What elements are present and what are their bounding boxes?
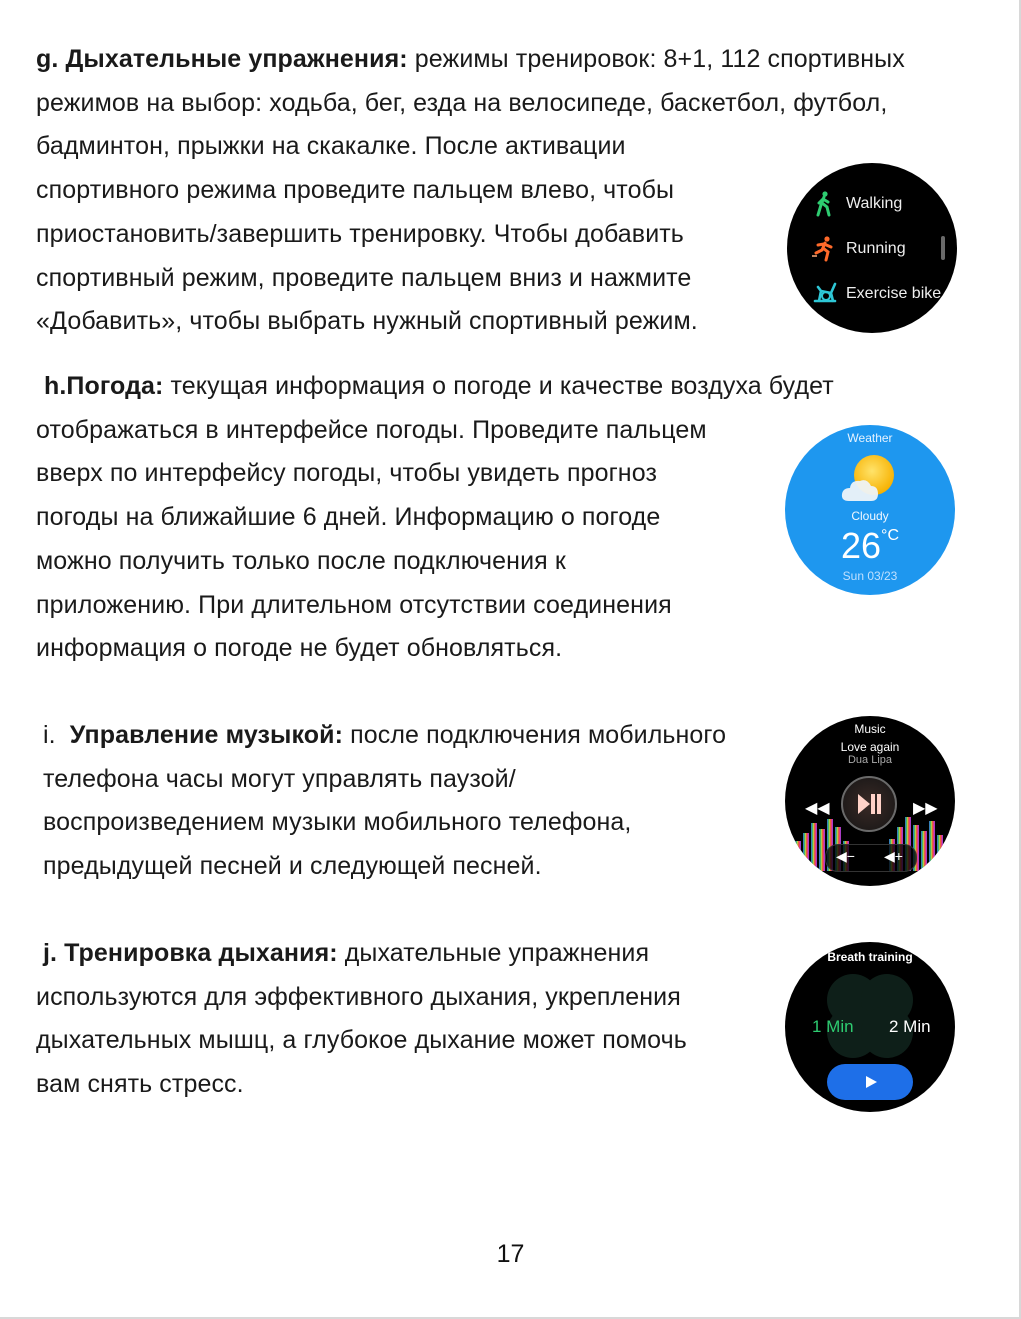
- text-line: приостановить/завершить тренировку. Чтобы добавить: [36, 219, 684, 248]
- weather-date: Sun 03/23: [842, 569, 898, 583]
- sun-cloud-icon: [841, 453, 901, 505]
- breath-petals-visual: [815, 966, 925, 1066]
- section-h-paragraph: [36, 365, 834, 671]
- walking-icon: [814, 191, 834, 217]
- temperature-value: 26: [841, 525, 882, 566]
- text-line: дыхательных мышц, а глубокое дыхание может помочь: [36, 1026, 687, 1055]
- text-line: можно получить только после подключения к: [36, 546, 566, 575]
- section-i-heading: Управление музыкой:: [69, 721, 344, 749]
- running-icon: [811, 236, 837, 262]
- duration-option-1-min[interactable]: 1 Min: [812, 1017, 854, 1036]
- sport-item-running[interactable]: Running: [846, 240, 906, 257]
- text-line: спортивный режим, проведите пальцем вниз и нажмите: [36, 263, 692, 292]
- play-pause-button[interactable]: [841, 776, 897, 832]
- volume-bar: [825, 844, 917, 872]
- text-line: бадминтон, прыжки на скакалке. После активации: [36, 132, 626, 161]
- text-line: вам снять стресс.: [36, 1070, 244, 1099]
- next-track-button[interactable]: ▶▶: [913, 800, 938, 817]
- text-line: используются для эффективного дыхания, укрепления: [36, 982, 681, 1011]
- text-line: предыдущей песней и следующей песней.: [43, 852, 542, 881]
- section-j-heading: j. Тренировка дыхания:: [43, 939, 338, 967]
- volume-up-button[interactable]: ◀+: [884, 848, 903, 864]
- section-g-heading: g. Дыхательные упражнения:: [36, 45, 408, 73]
- sport-item-exercise-bike[interactable]: Exercise bike: [846, 285, 942, 302]
- text-line: режимов на выбор: ходьба, бег, езда на велосипеде, баскетбол, футбол,: [36, 88, 888, 117]
- list-marker: i.: [43, 721, 70, 749]
- text-line: приложению. При длительном отсутствии соединения: [36, 590, 672, 619]
- volume-down-button[interactable]: ◀−: [836, 848, 855, 864]
- watch-weather-screen: [785, 425, 955, 595]
- text-line: вверх по интерфейсу погоды, чтобы увидеть прогноз: [36, 459, 658, 488]
- text-line: отображаться в интерфейсе погоды. Проведите пальцем: [36, 415, 707, 444]
- scroll-indicator[interactable]: [941, 236, 945, 260]
- text-line: режимы тренировок: 8+1, 112 спортивных: [407, 45, 905, 73]
- play-icon: [864, 1075, 878, 1089]
- breath-title: Breath training: [827, 950, 913, 964]
- exercise-bike-icon: [811, 281, 839, 305]
- previous-track-button[interactable]: ◀◀: [805, 800, 830, 817]
- text-line: телефона часы могут управлять паузой/: [43, 764, 516, 793]
- sport-item-walking[interactable]: Walking: [846, 195, 903, 212]
- text-line: погоды на ближайшие 6 дней. Информацию о погоде: [36, 503, 661, 532]
- weather-condition: Cloudy: [851, 509, 889, 523]
- watch-music-screen: [785, 716, 955, 886]
- watch-sports-screen: [787, 163, 957, 333]
- start-breath-button[interactable]: [827, 1064, 913, 1100]
- section-i-paragraph: [43, 714, 726, 889]
- text-line: после подключения мобильного: [343, 721, 727, 749]
- text-line: дыхательные упражнения: [337, 939, 650, 967]
- temperature-unit: °C: [881, 527, 899, 544]
- text-line: спортивного режима проведите пальцем влево, чтобы: [36, 176, 675, 205]
- text-line: воспроизведением музыки мобильного телефона,: [43, 808, 632, 837]
- section-g-paragraph: [36, 38, 905, 344]
- duration-option-2-min[interactable]: 2 Min: [889, 1017, 931, 1036]
- section-h-heading: h.Погода:: [44, 372, 164, 400]
- page-number: 17: [496, 1240, 525, 1268]
- music-title: Music: [854, 722, 886, 736]
- weather-title: Weather: [847, 431, 893, 445]
- text-line: текущая информация о погоде и качестве воздуха будет: [163, 372, 834, 400]
- music-song: Love again: [840, 740, 900, 754]
- play-pause-icon: [843, 778, 895, 830]
- text-line: «Добавить», чтобы выбрать нужный спортивный режим.: [36, 307, 698, 336]
- music-artist: Dua Lipa: [847, 754, 893, 766]
- section-j-paragraph: [36, 932, 687, 1107]
- text-line: информация о погоде не будет обновляться.: [36, 634, 563, 663]
- watch-breath-screen: [785, 942, 955, 1112]
- weather-temperature: [785, 525, 955, 567]
